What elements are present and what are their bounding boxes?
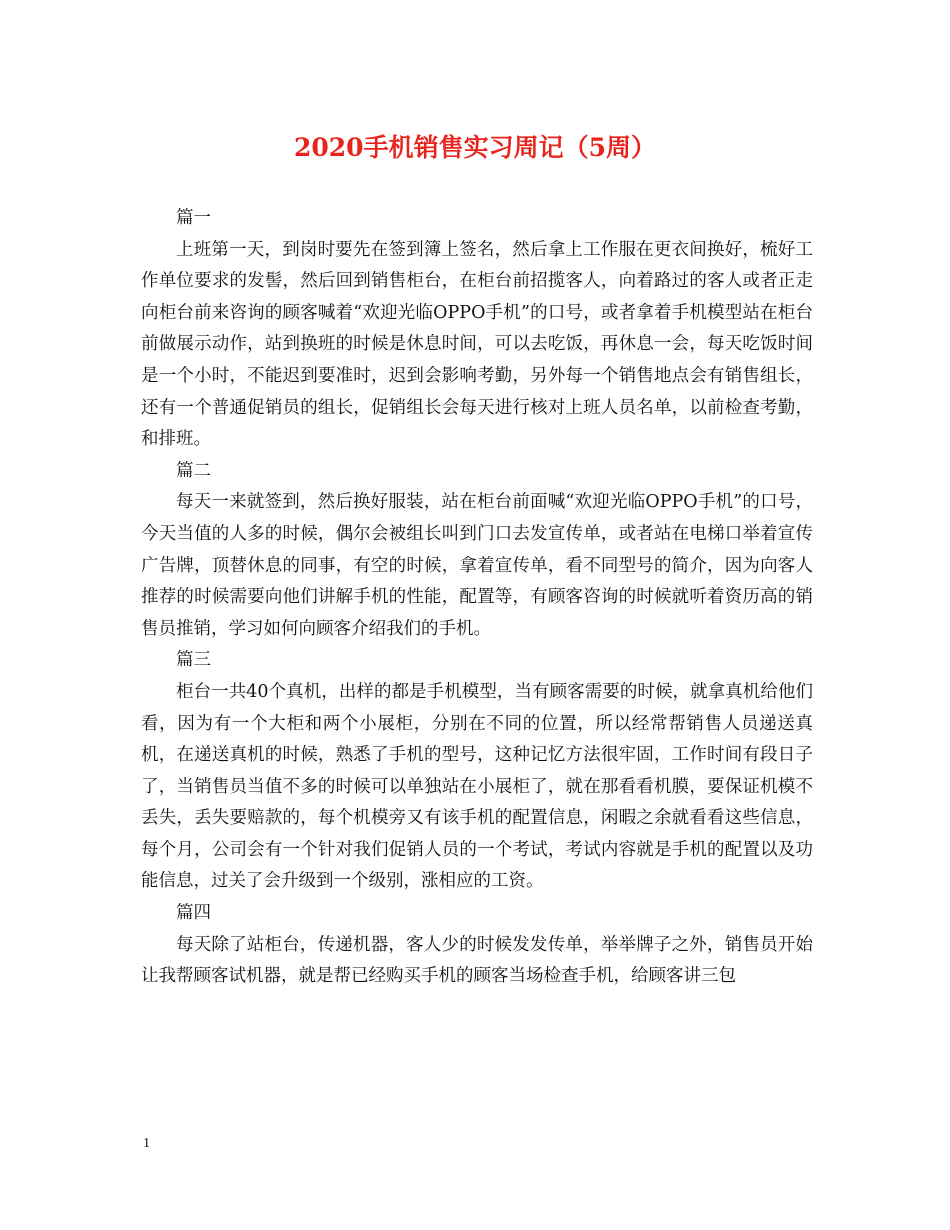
page-number: 1 xyxy=(143,1136,150,1151)
section-paragraph-1: 上班第一天，到岗时要先在签到簿上签名，然后拿上工作服在更衣间换好，梳好工作单位要求的发髻，然后回到销售柜台，在柜台前招揽客人，向着路过的客人或者正走向柜台前来咨询的顾客喊着“欢迎光临OPPO手机”的口号，或者拿着手机模型站在柜台前做展示动作，站到换班的时候是休息时间，可以去吃饭，再休息一会，每天吃饭时间是一个小时，不能迟到要准时，迟到会影响考勤，另外每一个销售地点会有销售组长，还有一个普通促销员的组长，促销组长会每天进行核对上班人员名单，以前检查考勤，和排班。 xyxy=(141,239,813,450)
document-title: 2020手机销售实习周记（5周） xyxy=(294,133,656,162)
document-body xyxy=(141,203,813,993)
section-heading-4: 篇四 xyxy=(176,903,211,924)
section-heading-1: 篇一 xyxy=(176,208,211,228)
section-heading-3: 篇三 xyxy=(176,650,211,671)
section-paragraph-3: 柜台一共40个真机，出样的都是手机模型，当有顾客需要的时候，就拿真机给他们看，因为有一个大柜和两个小展柜，分别在不同的位置，所以经常帮销售人员递送真机，在递送真机的时候，熟悉了手机的型号，这种记忆方法很牢固，工作时间有段日子了，当销售员当值不多的时候可以单独站在小展柜了，就在那看看机膜，要保证机模不丢失，丢失要赔款的，每个机模旁又有该手机的配置信息，闲暇之余就看看这些信息，每个月，公司会有一个针对我们促销人员的一个考试，考试内容就是手机的配置以及功能信息，过关了会升级到一个级别，涨相应的工资。 xyxy=(141,681,813,892)
section-paragraph-4: 每天除了站柜台，传递机器，客人少的时候发发传单，举举牌子之外，销售员开始让我帮顾客试机器，就是帮已经购买手机的顾客当场检查手机，给顾客讲三包 xyxy=(141,934,813,987)
section-heading-2: 篇二 xyxy=(176,460,211,481)
section-paragraph-2: 每天一来就签到，然后换好服装，站在柜台前面喊“欢迎光临OPPO手机”的口号，今天当值的人多的时候，偶尔会被组长叫到门口去发宣传单，或者站在电梯口举着宣传广告牌，顶替休息的同事，有空的时候，拿着宣传单，看不同型号的简介，因为向客人推荐的时候需要向他们讲解手机的性能，配置等，有顾客咨询的时候就听着资历高的销售员推销，学习如何向顾客介绍我们的手机。 xyxy=(141,492,813,639)
